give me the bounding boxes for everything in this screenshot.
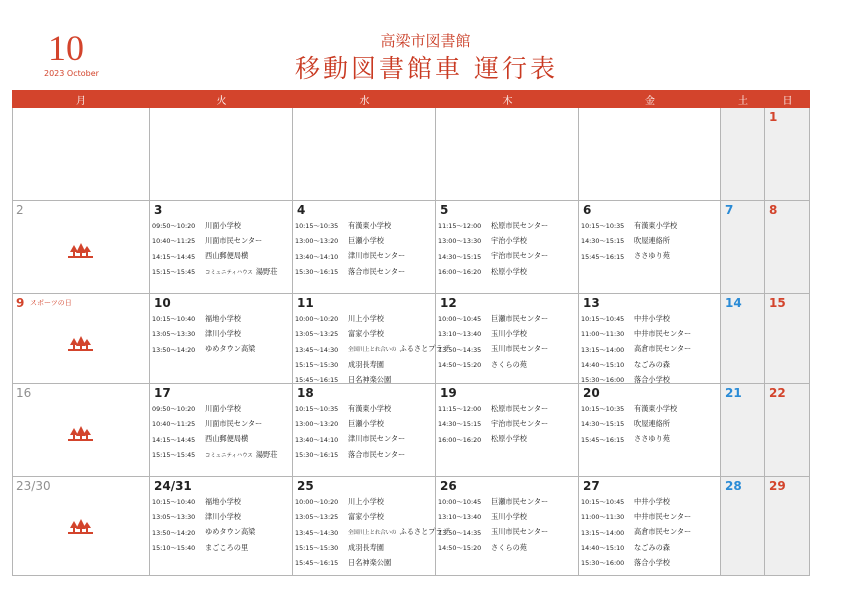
stop-row xyxy=(295,342,450,357)
stop-time: 15:30～16:00 xyxy=(581,559,625,568)
trees-icon xyxy=(66,518,94,536)
stop-time: 15:45～16:15 xyxy=(581,252,625,261)
stop-row xyxy=(438,342,578,357)
stop-place: 中井小学校 xyxy=(634,313,670,323)
day-cell xyxy=(721,201,765,294)
stop-time: 13:50～14:20 xyxy=(152,528,196,537)
day-cell xyxy=(12,201,150,294)
stop-row xyxy=(438,311,578,326)
stop-place: 川上小学校 xyxy=(348,496,384,506)
stop-time: 14:30～15:15 xyxy=(581,237,625,246)
day-cell xyxy=(150,201,293,294)
stop-row xyxy=(295,357,435,372)
stop-place: 吹屋連絡所 xyxy=(634,235,670,245)
weekday-tue: 火 xyxy=(216,96,227,107)
stop-time: 16:00～16:20 xyxy=(438,268,482,277)
stop-row xyxy=(438,218,578,233)
stop-row xyxy=(295,326,435,341)
day-number: 11 xyxy=(297,296,314,310)
stop-row xyxy=(152,342,292,357)
day-cell xyxy=(765,294,810,384)
stop-row xyxy=(152,311,292,326)
stop-row xyxy=(438,357,578,372)
weekday-header xyxy=(12,90,810,108)
stop-row xyxy=(295,509,435,524)
stop-place: ささゆり苑 xyxy=(634,251,670,261)
stop-place: 巨瀬市民センター xyxy=(491,496,549,506)
stop-place: 津川市民センター xyxy=(348,251,406,261)
stop-time: 10:40～11:25 xyxy=(152,237,196,246)
stop-time: 13:00～13:30 xyxy=(438,237,482,246)
stop-place: 宇治小学校 xyxy=(491,235,527,245)
stop-place: 宇治市民センター xyxy=(491,251,549,261)
stop-place: 巨瀬市民センター xyxy=(491,313,549,323)
stop-place: 川面市民センター xyxy=(205,235,263,245)
stop-time: 15:15～15:45 xyxy=(152,451,196,460)
stop-place: なごみの森 xyxy=(634,542,670,552)
day-number: 25 xyxy=(297,479,314,493)
day-number: 16 xyxy=(16,386,32,400)
stop-time: 15:30～16:15 xyxy=(295,451,339,460)
day-cell xyxy=(765,201,810,294)
stop-place: 玉川小学校 xyxy=(491,328,527,338)
day-cell xyxy=(721,384,765,477)
stop-place: 有漢東小学校 xyxy=(348,403,392,413)
year-month-label: 2023 October xyxy=(44,69,99,78)
stop-time: 13:50～14:35 xyxy=(438,345,482,354)
stop-row xyxy=(438,509,578,524)
stop-row xyxy=(152,540,292,555)
stop-time: 14:15～14:45 xyxy=(152,435,196,444)
day-cell xyxy=(293,201,436,294)
stop-row xyxy=(581,494,720,509)
day-number: 20 xyxy=(583,386,600,400)
stop-row xyxy=(152,264,292,279)
stop-time: 15:30～16:00 xyxy=(581,376,625,385)
day-number: 28 xyxy=(725,479,742,493)
stop-row xyxy=(152,218,292,233)
stop-list xyxy=(581,401,720,447)
stop-place: 湯野荘 xyxy=(255,266,278,276)
stop-time: 10:15～10:40 xyxy=(152,315,196,324)
trees-icon xyxy=(66,425,94,443)
stop-row xyxy=(438,540,578,555)
stop-time: 10:15～10:35 xyxy=(581,405,625,414)
day-number: 8 xyxy=(769,203,778,217)
stop-place: 松原市民センター xyxy=(491,220,549,230)
stop-place: 津川小学校 xyxy=(205,511,241,521)
stop-time: 10:15～10:40 xyxy=(152,498,196,507)
weekday-thu: 木 xyxy=(502,96,513,107)
stop-row xyxy=(581,249,720,264)
stop-time: 15:15～15:45 xyxy=(152,268,196,277)
stop-place: 中井小学校 xyxy=(634,496,670,506)
stop-time: 15:10～15:40 xyxy=(152,544,196,553)
stop-place: 落合市民センター xyxy=(348,266,406,276)
stop-row xyxy=(438,494,578,509)
stop-row xyxy=(295,416,435,431)
stop-place: ふるさとプラザ xyxy=(399,527,450,537)
day-cell xyxy=(12,477,150,576)
weekday-wed: 水 xyxy=(359,96,370,107)
stop-row xyxy=(295,401,435,416)
page-title: 移動図書館車 運行表 xyxy=(295,54,558,83)
stop-row xyxy=(581,509,720,524)
calendar-grid xyxy=(12,90,810,576)
stop-list xyxy=(581,218,720,264)
stop-time: 10:15～10:35 xyxy=(295,222,339,231)
day-cell xyxy=(150,477,293,576)
stop-time: 14:50～15:20 xyxy=(438,361,482,370)
stop-list xyxy=(295,218,435,279)
stop-list xyxy=(152,401,292,462)
day-cell xyxy=(765,384,810,477)
day-number: 5 xyxy=(440,203,449,217)
day-cell xyxy=(721,294,765,384)
day-cell xyxy=(293,384,436,477)
stop-row xyxy=(438,326,578,341)
stop-place: 湯野荘 xyxy=(255,449,278,459)
stop-place: 日名神楽公園 xyxy=(348,374,392,384)
stop-time: 13:15～14:00 xyxy=(581,345,625,354)
trees-icon xyxy=(66,242,94,260)
stop-time: 13:50～14:35 xyxy=(438,528,482,537)
stop-time: 15:45～16:15 xyxy=(295,376,339,385)
stop-place: 中井市民センター xyxy=(634,511,692,521)
stop-time: 14:50～15:20 xyxy=(438,544,482,553)
stop-row xyxy=(581,311,720,326)
stop-place-prefix: コミュニティハウス xyxy=(205,269,253,276)
stop-row xyxy=(152,525,292,540)
stop-row xyxy=(295,233,435,248)
stop-time: 10:15～10:35 xyxy=(295,405,339,414)
day-number: 3 xyxy=(154,203,163,217)
day-number: 12 xyxy=(440,296,457,310)
stop-row xyxy=(581,432,720,447)
month-number: 10 xyxy=(48,28,84,68)
day-cell xyxy=(150,294,293,384)
stop-row xyxy=(152,432,292,447)
stop-row xyxy=(295,218,435,233)
stop-row xyxy=(152,326,292,341)
day-number: 9 xyxy=(16,296,25,310)
day-number: 19 xyxy=(440,386,457,400)
stop-row xyxy=(295,249,435,264)
stop-time: 13:50～14:20 xyxy=(152,345,196,354)
stop-place: 宇治市民センター xyxy=(491,418,549,428)
stop-place: 巨瀬小学校 xyxy=(348,418,384,428)
day-cell xyxy=(150,384,293,477)
stop-row xyxy=(295,432,435,447)
stop-list xyxy=(581,311,720,387)
stop-row xyxy=(438,401,578,416)
day-number: 15 xyxy=(769,296,786,310)
stop-time: 14:30～15:15 xyxy=(581,420,625,429)
stop-time: 15:45～16:15 xyxy=(295,559,339,568)
stop-place: 川面小学校 xyxy=(205,220,241,230)
stop-row xyxy=(581,555,720,570)
stop-time: 13:40～14:10 xyxy=(295,435,339,444)
stop-place: さくらの苑 xyxy=(491,359,527,369)
holiday-label: スポーツの日 xyxy=(30,299,72,307)
day-number: 1 xyxy=(769,110,778,124)
stop-place-prefix: 全国川上とれ合いの xyxy=(348,530,397,537)
stop-list xyxy=(295,494,450,570)
stop-place-prefix: 全国川上とれ合いの xyxy=(348,347,397,354)
stop-row xyxy=(438,264,578,279)
day-cell xyxy=(12,384,150,477)
day-cell xyxy=(12,108,150,201)
day-cell xyxy=(579,294,721,384)
stop-place: 松原小学校 xyxy=(491,434,527,444)
stop-place: 松原市民センター xyxy=(491,403,549,413)
stop-list xyxy=(295,401,435,462)
stop-time: 15:30～16:15 xyxy=(295,268,339,277)
stop-row xyxy=(152,494,292,509)
stop-place: ゆめタウン高梁 xyxy=(205,527,256,537)
day-cell xyxy=(579,108,721,201)
stop-place: 西山郵便局横 xyxy=(205,434,249,444)
stop-place: 玉川市民センター xyxy=(491,344,549,354)
stop-row xyxy=(152,509,292,524)
day-cell xyxy=(721,477,765,576)
stop-place: さくらの苑 xyxy=(491,542,527,552)
stop-time: 13:00～13:20 xyxy=(295,420,339,429)
day-cell xyxy=(12,294,150,384)
stop-list xyxy=(152,494,292,555)
day-cell xyxy=(436,201,579,294)
stop-place-prefix: コミュニティハウス xyxy=(205,452,253,459)
stop-time: 15:15～15:30 xyxy=(295,544,339,553)
day-cell xyxy=(436,384,579,477)
day-cell xyxy=(293,108,436,201)
stop-list xyxy=(438,494,578,555)
stop-place: まごころの里 xyxy=(205,542,249,552)
stop-time: 14:40～15:10 xyxy=(581,544,625,553)
stop-place: 富家小学校 xyxy=(348,511,384,521)
weekday-fri: 金 xyxy=(645,96,655,107)
stop-row xyxy=(581,357,720,372)
day-number: 14 xyxy=(725,296,742,310)
stop-place: 高倉市民センター xyxy=(634,527,692,537)
day-number: 18 xyxy=(297,386,314,400)
stop-place: ささゆり苑 xyxy=(634,434,670,444)
stop-time: 15:45～16:15 xyxy=(581,435,625,444)
stop-place: 福地小学校 xyxy=(205,496,241,506)
stop-time: 11:15～12:00 xyxy=(438,222,482,231)
stop-row xyxy=(152,249,292,264)
stop-row xyxy=(581,326,720,341)
stop-place: 川面市民センター xyxy=(205,418,263,428)
stop-place: 成羽長寿園 xyxy=(348,542,384,552)
stop-row xyxy=(581,525,720,540)
day-number: 2 xyxy=(16,203,24,217)
stop-row xyxy=(295,494,435,509)
stop-place: 落合市民センター xyxy=(348,449,406,459)
stop-time: 10:15～10:45 xyxy=(581,498,625,507)
stop-time: 13:10～13:40 xyxy=(438,513,482,522)
stop-place: 津川小学校 xyxy=(205,328,241,338)
stop-time: 11:00～11:30 xyxy=(581,330,625,339)
stop-place: 有漢東小学校 xyxy=(634,220,678,230)
stop-row xyxy=(295,311,435,326)
stop-place: 有漢東小学校 xyxy=(348,220,392,230)
stop-time: 10:00～10:20 xyxy=(295,315,339,324)
stop-place: 福地小学校 xyxy=(205,313,241,323)
stop-time: 13:00～13:20 xyxy=(295,237,339,246)
stop-place: 巨瀬小学校 xyxy=(348,235,384,245)
stop-place: 落合小学校 xyxy=(634,374,670,384)
stop-time: 15:15～15:30 xyxy=(295,361,339,370)
stop-time: 13:05～13:25 xyxy=(295,330,339,339)
stop-place: 日名神楽公園 xyxy=(348,557,392,567)
stop-row xyxy=(581,416,720,431)
day-number: 23/30 xyxy=(16,479,51,493)
stop-time: 14:30～15:15 xyxy=(438,252,482,261)
stop-place: 松原小学校 xyxy=(491,266,527,276)
stop-time: 13:10～13:40 xyxy=(438,330,482,339)
trees-icon xyxy=(66,335,94,353)
stop-row xyxy=(581,233,720,248)
stop-row xyxy=(295,525,450,540)
stop-place: 高倉市民センター xyxy=(634,344,692,354)
stop-row xyxy=(438,233,578,248)
stop-time: 11:15～12:00 xyxy=(438,405,482,414)
day-number: 29 xyxy=(769,479,786,493)
stop-place: 津川市民センター xyxy=(348,434,406,444)
day-number: 22 xyxy=(769,386,786,400)
weekday-sat: 土 xyxy=(738,96,748,107)
day-number: 7 xyxy=(725,203,734,217)
day-cell xyxy=(765,477,810,576)
stop-row xyxy=(295,555,435,570)
stop-row xyxy=(152,416,292,431)
stop-row xyxy=(438,416,578,431)
stop-time: 10:00～10:20 xyxy=(295,498,339,507)
stop-row xyxy=(152,233,292,248)
stop-row xyxy=(295,264,435,279)
stop-time: 13:15～14:00 xyxy=(581,528,625,537)
stop-place: ゆめタウン高梁 xyxy=(205,344,256,354)
stop-place: 中井市民センター xyxy=(634,328,692,338)
day-number: 4 xyxy=(297,203,306,217)
stop-time: 14:15～14:45 xyxy=(152,252,196,261)
stop-row xyxy=(438,525,578,540)
day-number: 24/31 xyxy=(154,479,192,493)
stop-row xyxy=(438,249,578,264)
stop-time: 13:45～14:30 xyxy=(295,345,339,354)
day-cell xyxy=(765,108,810,201)
stop-time: 10:15～10:45 xyxy=(581,315,625,324)
day-cell xyxy=(579,201,721,294)
stop-row xyxy=(295,447,435,462)
stop-time: 11:00～11:30 xyxy=(581,513,625,522)
stop-place: 有漢東小学校 xyxy=(634,403,678,413)
stop-time: 10:00～10:45 xyxy=(438,498,482,507)
day-cell xyxy=(436,108,579,201)
stop-time: 10:00～10:45 xyxy=(438,315,482,324)
day-number: 6 xyxy=(583,203,592,217)
day-number: 10 xyxy=(154,296,171,310)
stop-time: 13:40～14:10 xyxy=(295,252,339,261)
day-number: 21 xyxy=(725,386,742,400)
stop-place: 成羽長寿園 xyxy=(348,359,384,369)
stop-list xyxy=(295,311,450,387)
stop-place: 川面小学校 xyxy=(205,403,241,413)
day-cell xyxy=(579,384,721,477)
stop-time: 10:15～10:35 xyxy=(581,222,625,231)
day-cell xyxy=(436,477,579,576)
stop-time: 13:05～13:25 xyxy=(295,513,339,522)
stop-row xyxy=(152,401,292,416)
stop-list xyxy=(152,218,292,279)
stop-time: 16:00～16:20 xyxy=(438,435,482,444)
stop-place: ふるさとプラザ xyxy=(399,344,450,354)
stop-time: 13:45～14:30 xyxy=(295,528,339,537)
stop-time: 09:50～10:20 xyxy=(152,222,196,231)
stop-list xyxy=(438,311,578,372)
stop-row xyxy=(581,540,720,555)
stop-row xyxy=(581,218,720,233)
stop-row xyxy=(152,447,292,462)
day-cell xyxy=(150,108,293,201)
stop-list xyxy=(438,218,578,279)
stop-time: 13:05～13:30 xyxy=(152,330,196,339)
stop-list xyxy=(581,494,720,570)
stop-place: 玉川市民センター xyxy=(491,527,549,537)
stop-place: 落合小学校 xyxy=(634,557,670,567)
stop-row xyxy=(581,342,720,357)
stop-row xyxy=(295,540,435,555)
stop-time: 14:30～15:15 xyxy=(438,420,482,429)
stop-time: 14:40～15:10 xyxy=(581,361,625,370)
stop-place: 川上小学校 xyxy=(348,313,384,323)
stop-time: 10:40～11:25 xyxy=(152,420,196,429)
day-number: 26 xyxy=(440,479,457,493)
stop-place: 富家小学校 xyxy=(348,328,384,338)
day-cell xyxy=(579,477,721,576)
library-name: 高梁市図書館 xyxy=(380,32,471,50)
stop-place: 西山郵便局横 xyxy=(205,251,249,261)
stop-time: 09:50～10:20 xyxy=(152,405,196,414)
stop-row xyxy=(438,432,578,447)
day-number: 13 xyxy=(583,296,600,310)
day-number: 27 xyxy=(583,479,600,493)
day-number: 17 xyxy=(154,386,171,400)
stop-place: なごみの森 xyxy=(634,359,670,369)
stop-time: 13:05～13:30 xyxy=(152,513,196,522)
stop-list xyxy=(438,401,578,447)
stop-place: 玉川小学校 xyxy=(491,511,527,521)
day-cell xyxy=(436,294,579,384)
stop-row xyxy=(581,401,720,416)
weekday-sun: 日 xyxy=(782,96,793,107)
day-cell xyxy=(721,108,765,201)
stop-list xyxy=(152,311,292,357)
weekday-mon: 月 xyxy=(76,96,86,107)
stop-place: 吹屋連絡所 xyxy=(634,418,670,428)
